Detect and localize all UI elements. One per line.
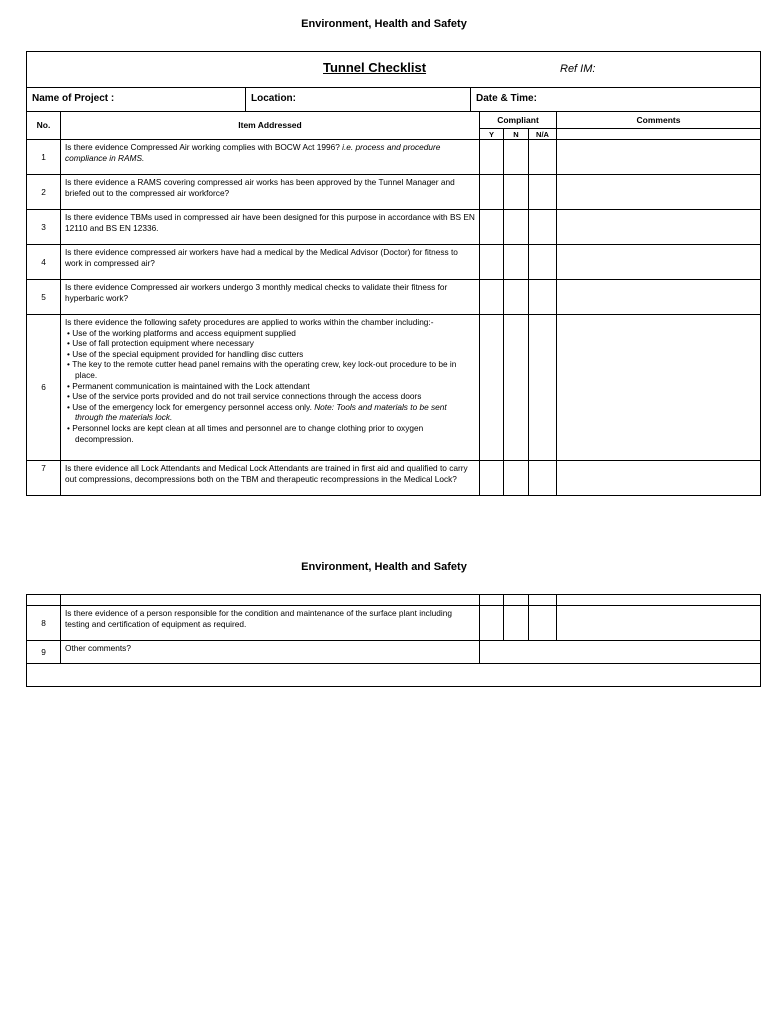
list-item: • Personnel locks are kept clean at all times and personnel are to change clothing prior to oxygen decompression. — [65, 423, 475, 444]
col-comments: Comments — [557, 112, 761, 129]
compliant-y-cell[interactable] — [480, 175, 504, 210]
compliant-na-cell[interactable] — [529, 461, 557, 496]
page-header: Environment, Health and Safety — [301, 561, 467, 573]
item-text: Is there evidence TBMs used in compressed air have been designed for this purpose in accordance with BS EN 12110 and BS EN 12336. — [61, 210, 480, 245]
row-number: 1 — [27, 140, 61, 175]
checklist-title: Tunnel Checklist — [323, 59, 427, 75]
table-row — [27, 664, 761, 687]
table-row — [27, 245, 761, 280]
compliant-na-cell[interactable] — [529, 606, 557, 641]
comments-cell[interactable] — [557, 606, 761, 641]
compliant-y-cell[interactable] — [480, 315, 504, 461]
compliant-na-cell[interactable] — [529, 175, 557, 210]
compliant-na-cell[interactable] — [529, 210, 557, 245]
comments-cell[interactable] — [557, 595, 761, 606]
table-row — [27, 461, 761, 496]
table-row — [27, 595, 761, 606]
blank-cell — [27, 595, 61, 606]
item-text: Is there evidence Compressed Air working complies with BOCW Act 1996? i.e. process and procedure compliance in RAMS. — [61, 140, 480, 175]
table-row — [27, 606, 761, 641]
row-number: 7 — [27, 461, 61, 496]
project-name-field[interactable]: Name of Project : — [27, 88, 246, 112]
compliant-na-cell[interactable] — [529, 140, 557, 175]
compliant-na-cell[interactable] — [529, 245, 557, 280]
row-number: 9 — [27, 641, 61, 664]
item-text: Is there evidence of a person responsible for the condition and maintenance of the surface plant including testing and certification of equipment as required. — [61, 606, 480, 641]
compliant-y-cell[interactable] — [480, 606, 504, 641]
item-text: Is there evidence compressed air workers have had a medical by the Medical Advisor (Doctor) for fitness to work in compressed air? — [61, 245, 480, 280]
comments-cell[interactable] — [557, 245, 761, 280]
other-comments-cell[interactable] — [480, 641, 761, 664]
compliant-n-cell[interactable] — [504, 461, 529, 496]
item-text: Other comments? — [61, 641, 480, 664]
compliant-na-cell[interactable] — [529, 595, 557, 606]
table-row — [27, 280, 761, 315]
comments-cell[interactable] — [557, 461, 761, 496]
comments-subheader — [557, 129, 761, 140]
page-header: Environment, Health and Safety — [301, 18, 467, 30]
row-number: 3 — [27, 210, 61, 245]
compliant-n-cell[interactable] — [504, 140, 529, 175]
row-number: 5 — [27, 280, 61, 315]
compliant-na-cell[interactable] — [529, 315, 557, 461]
compliant-na-cell[interactable] — [529, 280, 557, 315]
list-item: • Use of fall protection equipment where necessary — [65, 338, 475, 349]
compliant-y-cell[interactable] — [480, 461, 504, 496]
title-row — [27, 52, 761, 88]
compliant-n-cell[interactable] — [504, 175, 529, 210]
blank-cell — [61, 595, 480, 606]
list-item: • Use of the emergency lock for emergency personnel access only. Note: Tools and materials to be sent through the materials lock. — [65, 402, 475, 423]
col-item-addressed: Item Addressed — [61, 112, 480, 140]
list-item: • Use of the working platforms and access equipment supplied — [65, 328, 475, 339]
row-number: 6 — [27, 315, 61, 461]
table-row — [27, 641, 761, 664]
compliant-n-cell[interactable] — [504, 280, 529, 315]
compliant-n-cell[interactable] — [504, 595, 529, 606]
datetime-field[interactable]: Date & Time: — [471, 88, 761, 112]
table-row — [27, 175, 761, 210]
compliant-y-cell[interactable] — [480, 140, 504, 175]
comments-cell[interactable] — [557, 175, 761, 210]
compliant-n-cell[interactable] — [504, 245, 529, 280]
list-item: • Use of the special equipment provided for handling disc cutters — [65, 349, 475, 360]
table-row — [27, 210, 761, 245]
other-comments-area[interactable] — [27, 664, 761, 687]
col-na: N/A — [529, 129, 557, 140]
checklist-table — [26, 51, 761, 496]
table-row — [27, 315, 761, 461]
location-field[interactable]: Location: — [246, 88, 471, 112]
list-item: • Use of the service ports provided and do not trail service connections through the access doors — [65, 391, 475, 402]
comments-cell[interactable] — [557, 140, 761, 175]
table-row — [27, 140, 761, 175]
list-item: • The key to the remote cutter head panel remains with the operating crew, key lock-out procedure to be in place. — [65, 359, 475, 380]
col-no: No. — [27, 112, 61, 140]
safety-procedure-list — [65, 328, 475, 445]
compliant-y-cell[interactable] — [480, 210, 504, 245]
col-n: N — [504, 129, 529, 140]
compliant-y-cell[interactable] — [480, 595, 504, 606]
item-text: Is there evidence the following safety procedures are applied to works within the chamber including:- • Use of the working platforms and access equipment supplied • Use of fall protection equipment where necessary • Use of the special equipment provided for handling disc cutters • The key to the remote cutter head panel remains with the operating crew, key lock-out procedure to be in place. • Permanent communication is maintained with the Lock attendant • Use of the service ports provided and do not trail service connections through the access doors • Use of the emergency lock for emergency personnel access only. Note: Tools and materials to be sent through the materials lock. • Personnel locks are kept clean at all times and personnel are to change clothing prior to oxygen decompression. — [61, 315, 480, 461]
item-text: Is there evidence a RAMS covering compressed air works has been approved by the Tunnel Manager and briefed out to the compressed air workforce? — [61, 175, 480, 210]
row-number: 4 — [27, 245, 61, 280]
col-compliant: Compliant — [480, 112, 557, 129]
item-text: Is there evidence all Lock Attendants and Medical Lock Attendants are trained in first aid and qualified to carry out compressions, decompressions both on the TBM and therapeutic recompressions in the Medical Lock? — [61, 461, 480, 496]
compliant-n-cell[interactable] — [504, 210, 529, 245]
compliant-n-cell[interactable] — [504, 606, 529, 641]
row-number: 2 — [27, 175, 61, 210]
item-text: Is there evidence Compressed air workers undergo 3 monthly medical checks to validate their fitness for hyperbaric work? — [61, 280, 480, 315]
ref-label: Ref IM: — [560, 62, 596, 75]
comments-cell[interactable] — [557, 210, 761, 245]
col-y: Y — [480, 129, 504, 140]
compliant-y-cell[interactable] — [480, 245, 504, 280]
checklist-table-continued — [26, 594, 761, 687]
row-number: 8 — [27, 606, 61, 641]
compliant-y-cell[interactable] — [480, 280, 504, 315]
list-item: • Permanent communication is maintained with the Lock attendant — [65, 381, 475, 392]
compliant-n-cell[interactable] — [504, 315, 529, 461]
comments-cell[interactable] — [557, 315, 761, 461]
comments-cell[interactable] — [557, 280, 761, 315]
